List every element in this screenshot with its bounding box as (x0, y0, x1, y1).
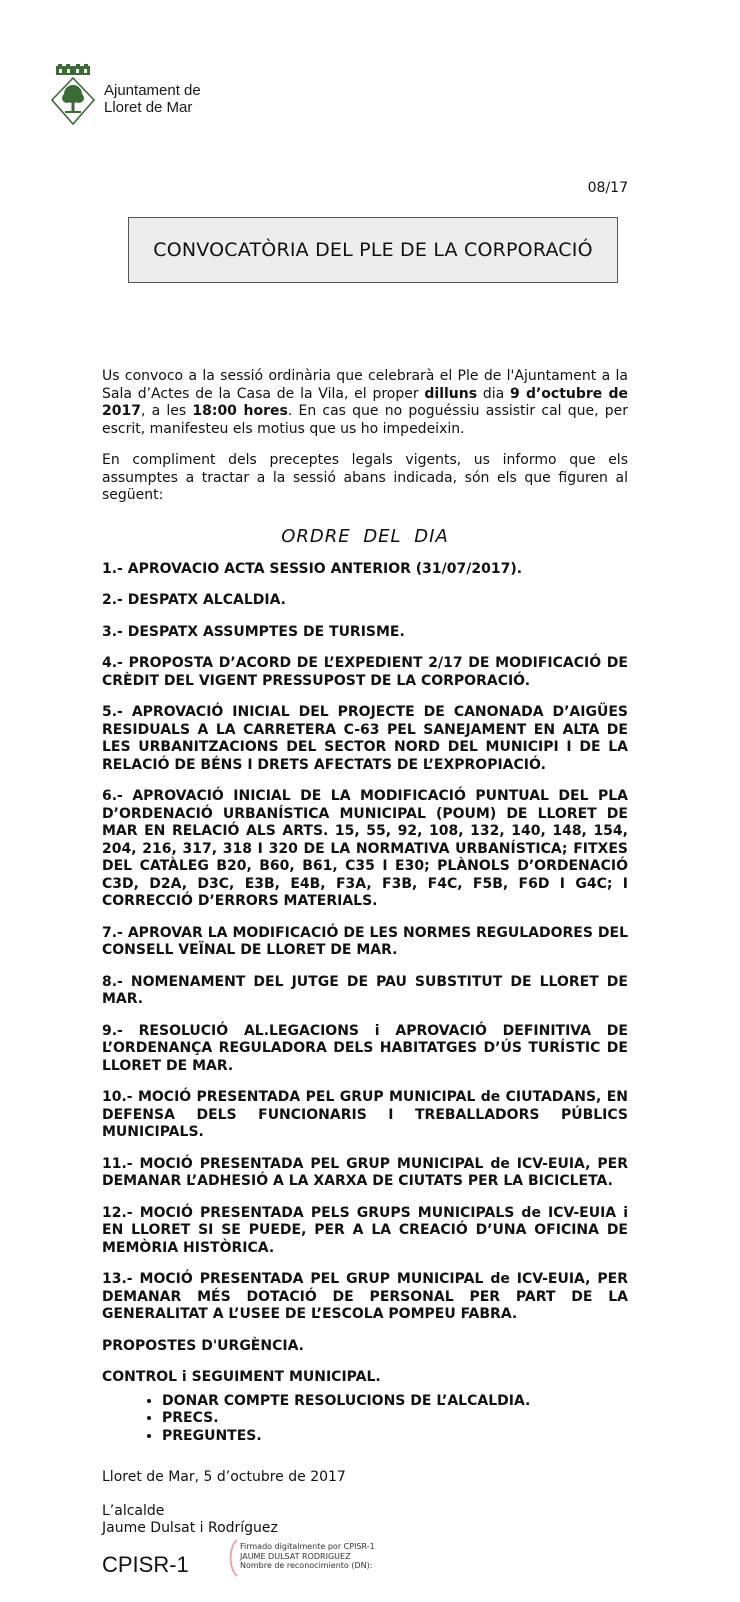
agenda-item: 7.- APROVAR LA MODIFICACIÓ DE LES NORMES REGULADORES DEL CONSELL VEÏNAL DE LLORET DE MAR. (102, 924, 628, 958)
agenda-item: 3.- DESPATX ASSUMPTES DE TURISME. (102, 623, 405, 640)
signer-role: L’alcalde (102, 1502, 165, 1519)
signature-line: JAUME DULSAT RODRIGUEZ (240, 1551, 351, 1561)
agenda-item: 5.- APROVACIÓ INICIAL DEL PROJECTE DE CANONADA D’AIGÜES RESIDUALS A LA CARRETERA C-63 PEL SANEJAMENT EN ALTA DE LES URBANITZACIONS DEL SECTOR NORD DEL MUNICIPI I DE LA RELACIÓ DE BÉNS I DRETS AFECTATS DE L’EXPROPIACIÓ. (102, 704, 628, 773)
intro-text-d: . En cas que no poguéssiu assistir cal que, per escrit, manifesteu els motius que us ho impedeixin. (102, 403, 628, 437)
agenda-item: 6.- APROVACIÓ INICIAL DE LA MODIFICACIÓ PUNTUAL DEL PLA D’ORDENACIÓ URBANÍSTICA MUNICIPAL (POUM) DE LLORET DE MAR EN RELACIÓ ALS ARTS. 15, 55, 92, 108, 132, 140, 148, 154, 204, 216, 317, 318 I 320 DE LA NORMATIVA URBANÍSTICA; FITXES DEL CATÀLEG B20, B60, B61, C35 I E30; PLÀNOLS D’ORDENACIÓ C3D, D2A, D3C, E3B, E4B, F3A, F3B, F4C, F5B, F6D I G4C; I CORRECCIÓ D’ERRORS MATERIALS. (102, 788, 628, 909)
agenda-item: 11.- MOCIÓ PRESENTADA PEL GRUP MUNICIPAL de ICV-EUIA, PER DEMANAR L’ADHESIÓ A LA XARXA DE CIUTATS PER LA BICICLETA. (102, 1155, 628, 1189)
control-section-title: CONTROL i SEGUIMENT MUNICIPAL. (102, 1369, 381, 1385)
intro-paragraph (102, 368, 628, 438)
intro-text-b: dia (477, 385, 510, 402)
agenda-item: 10.- MOCIÓ PRESENTADA PEL GRUP MUNICIPAL de CIUTADANS, EN DEFENSA DELS FUNCIONARIS I TREBALLADORS PÚBLICS MUNICIPALS. (102, 1089, 628, 1140)
municipal-logo (50, 64, 250, 126)
agenda-item: 13.- MOCIÓ PRESENTADA PEL GRUP MUNICIPAL de ICV-EUIA, PER DEMANAR MÉS DOTACIÓ DE PERSONAL PER PART DE LA GENERALITAT A L’USEE DE L’ESCOLA POMPEU FABRA. (102, 1271, 628, 1322)
signature-footer (102, 1534, 622, 1582)
agenda-item: 4.- PROPOSTA D’ACORD DE L’EXPEDIENT 2/17 DE MODIFICACIÓ DE CRÈDIT DEL VIGENT PRESSUPOST DE LA CORPORACIÓ. (102, 655, 628, 689)
document-number: 08/17 (587, 180, 628, 196)
session-date: 9 d’octubre de 2017 (102, 385, 628, 419)
intro-text-a: Us convoco a la sessió ordinària que celebrarà el Ple de l'Ajuntament a la Sala d’Actes de la Casa de la Vila, el proper (102, 368, 628, 402)
control-list-item: • DONAR COMPTE RESOLUCIONS DE L’ALCALDIA. (162, 1393, 628, 1411)
logo-line-1: Ajuntament de (104, 82, 201, 99)
coat-of-arms-icon (50, 64, 96, 126)
document-title: CONVOCATÒRIA DEL PLE DE LA CORPORACIÓ (128, 217, 618, 283)
document-body (102, 368, 628, 1538)
digital-signature-icon (226, 1538, 240, 1578)
agenda-item: 2.- DESPATX ALCALDIA. (102, 592, 286, 608)
signature-line: Nombre de reconocimiento (DN): (240, 1561, 373, 1570)
agenda-heading: ORDRE DEL DIA (281, 525, 449, 547)
certificate-code: CPISR-1 (102, 1552, 189, 1577)
agenda-item: 12.- MOCIÓ PRESENTADA PELS GRUPS MUNICIPALS de ICV-EUIA i EN LLORET SI SE PUEDE, PER A LA CREACIÓ D’UNA OFICINA DE MEMÒRIA HISTÒRICA. (102, 1204, 628, 1256)
control-list (102, 1393, 628, 1446)
intro-text-c: , a les (140, 403, 193, 419)
session-day: dilluns (424, 385, 478, 402)
logo-line-2: Lloret de Mar (104, 99, 193, 116)
urgent-proposals: PROPOSTES D'URGÈNCIA. (102, 1337, 304, 1354)
session-time: 18:00 hores (192, 403, 288, 419)
signer-name: Jaume Dulsat i Rodríguez (102, 1520, 278, 1536)
logo-text (104, 82, 201, 116)
agenda-item: 8.- NOMENAMENT DEL JUTGE DE PAU SUBSTITUT DE LLORET DE MAR. (102, 973, 628, 1007)
signature-line: Firmado digitalmente por CPISR-1 (240, 1542, 375, 1551)
place-date: Lloret de Mar, 5 d’octubre de 2017 (102, 1469, 346, 1485)
digital-signature-text (240, 1542, 375, 1571)
intro-paragraph-2: En compliment dels preceptes legals vigents, us informo que els assumptes a tractar a la sessió abans indicada, són els que figuren al següent: (102, 452, 628, 503)
agenda-item: 1.- APROVACIO ACTA SESSIO ANTERIOR (31/07/2017). (102, 560, 523, 577)
control-list-item: • PREGUNTES. (162, 1428, 628, 1446)
control-list-item: • PRECS. (162, 1410, 628, 1428)
agenda-item: 9.- RESOLUCIÓ AL.LEGACIONS i APROVACIÓ DEFINITIVA DE L’ORDENANÇA REGULADORA DELS HABITATGES D’ÚS TURÍSTIC DE LLORET DE MAR. (102, 1022, 628, 1074)
